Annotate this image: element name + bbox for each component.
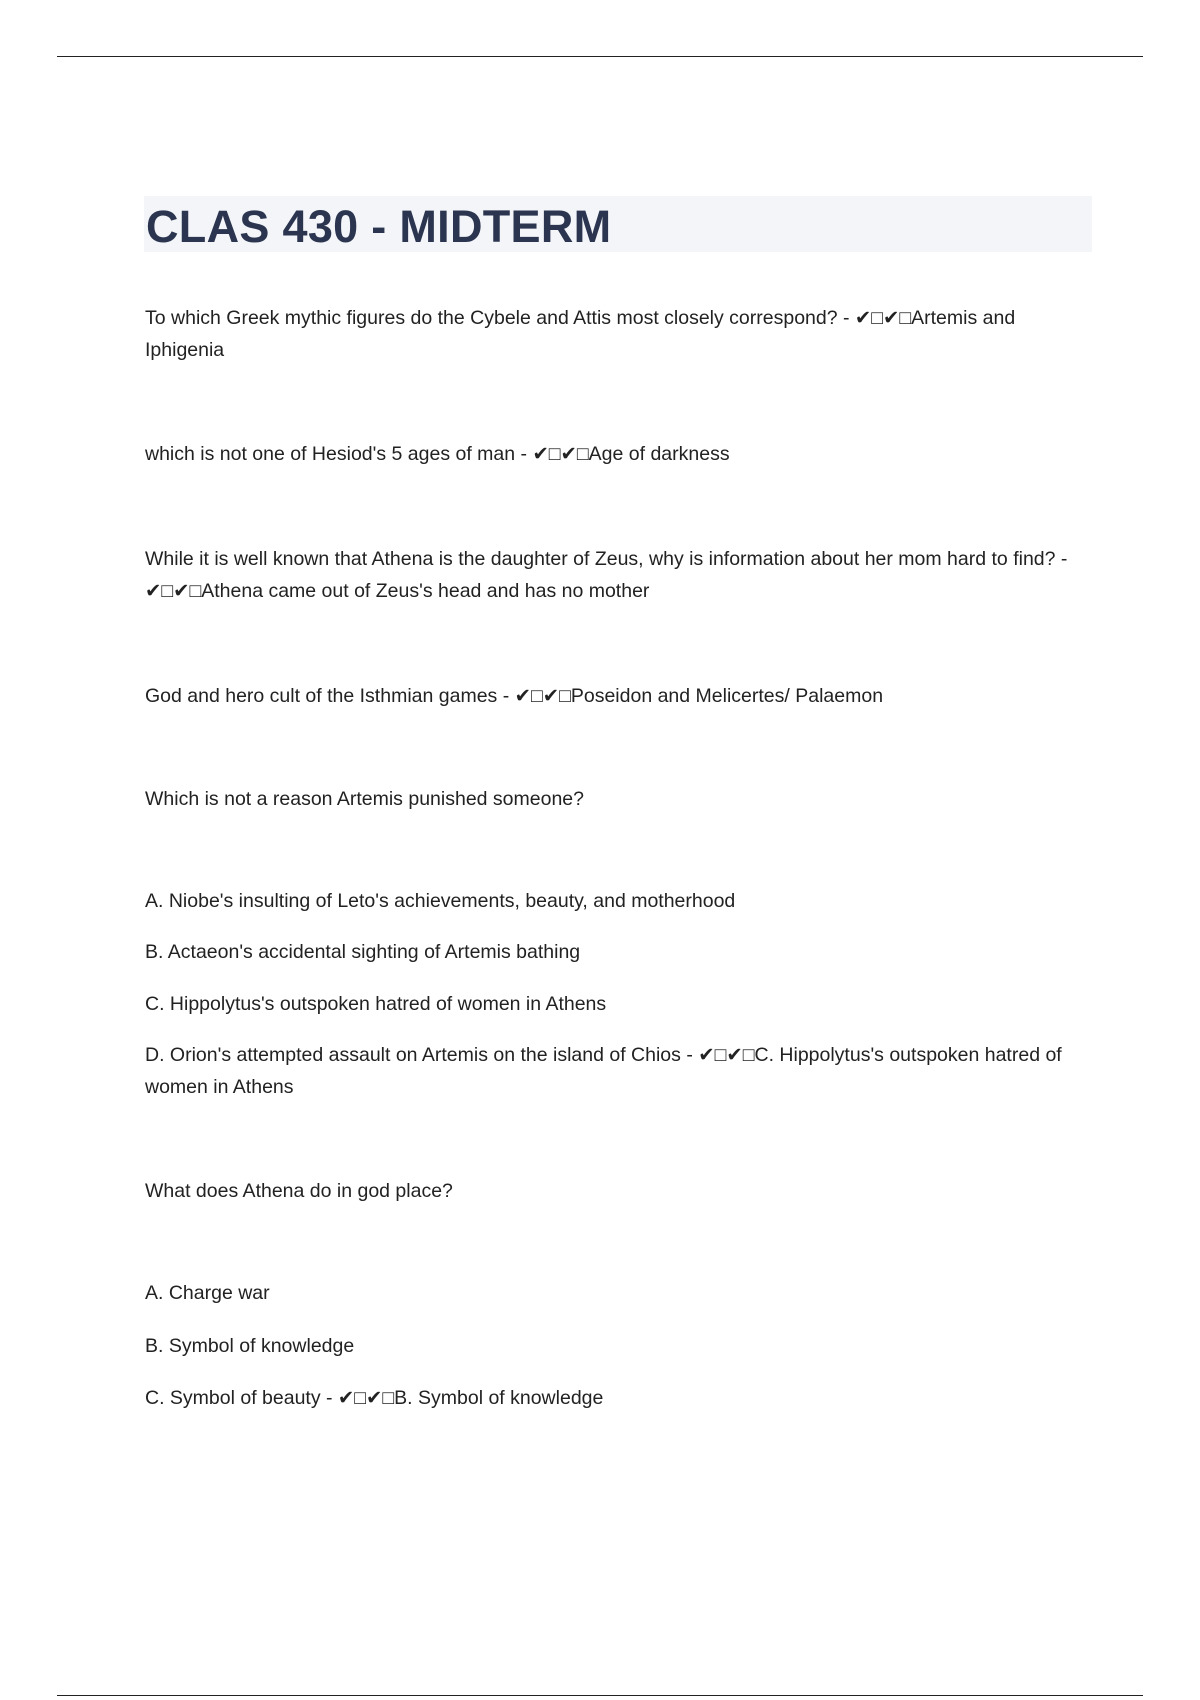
check-marker: ✔□✔□ [145,580,202,602]
answer-text: B. Symbol of knowledge [394,1387,604,1409]
check-marker: ✔□✔□ [337,1387,395,1409]
mc-option: B. Symbol of knowledge [145,1335,355,1357]
answer-text: Age of darkness [588,443,730,465]
question-text: To which Greek mythic figures do the Cybele and Attis most closely correspond? - [145,307,855,329]
option-text: C. Symbol of beauty - [145,1387,338,1409]
qa-item [145,543,1085,607]
mc-option-with-answer [145,1382,1085,1414]
qa-item [145,680,1085,712]
mc-option: C. Hippolytus's outspoken hatred of women in Athens [145,993,607,1015]
mc-option-with-answer [145,1039,1085,1103]
answer-text: C. Hippolytus's outspoken hatred of women in Athens [145,1044,1062,1098]
answer-text: Artemis and Iphigenia [145,307,1016,361]
question-text: God and hero cult of the Isthmian games - [145,685,515,707]
answer-text: Poseidon and Melicertes/ Palaemon [570,685,884,707]
check-marker: ✔□✔□ [854,307,912,329]
check-marker: ✔□✔□ [698,1044,755,1066]
page-title: CLAS 430 - MIDTERM [146,200,612,252]
mc-question: What does Athena do in god place? [145,1180,453,1202]
check-marker: ✔□✔□ [514,685,571,707]
mc-option: A. Niobe's insulting of Leto's achievements, beauty, and motherhood [145,890,736,912]
qa-item [145,302,1085,366]
mc-option: B. Actaeon's accidental sighting of Artemis bathing [145,941,581,963]
option-text: D. Orion's attempted assault on Artemis on the island of Chios - [145,1044,699,1066]
qa-item [145,438,1085,470]
question-text: which is not one of Hesiod's 5 ages of man - [145,443,533,465]
bottom-rule [57,1695,1143,1696]
check-marker: ✔□✔□ [532,443,589,465]
mc-option: A. Charge war [145,1282,270,1304]
mc-question: Which is not a reason Artemis punished someone? [145,788,584,810]
answer-text: Athena came out of Zeus's head and has no mother [201,580,650,602]
top-rule [57,56,1143,57]
title-band [144,196,1092,252]
question-text: While it is well known that Athena is the daughter of Zeus, why is information about her mom hard to find? - [145,548,1068,570]
